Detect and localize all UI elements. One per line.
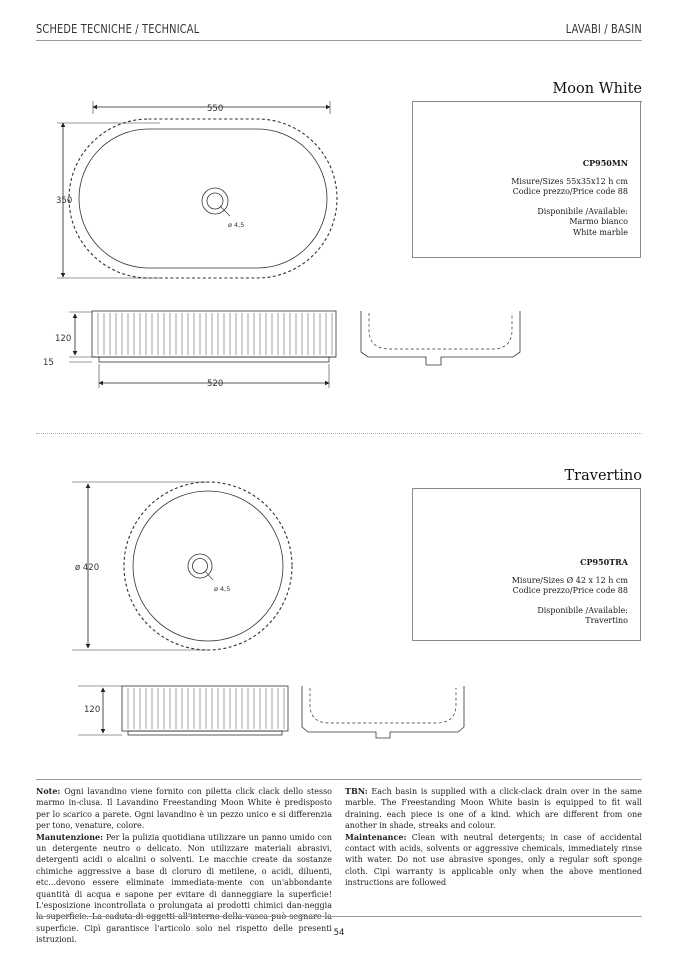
header-section-title: SCHEDE TECNICHE / TECHNICAL	[36, 22, 200, 36]
note-paragraph: TBN: Each basin is supplied with a click-clack drain over in the same marble. The Freestanding Moon White basin is equipped to fit wall draining. each piece is one of a kind. which are different from one another in shade, streaks and colour.	[345, 786, 642, 831]
dim-label: 350	[56, 196, 73, 206]
product-code: CP950MN	[582, 158, 628, 168]
travertino-side-view	[78, 686, 288, 735]
availability-item: White marble	[572, 227, 628, 237]
availability-label: Disponibile /Available:	[537, 605, 628, 615]
notes-english	[345, 786, 642, 889]
dim-label: 550	[207, 104, 224, 114]
availability-label: Disponibile /Available:	[537, 206, 628, 216]
travertino-top-view	[72, 482, 292, 650]
product-sizes: Misure/Sizes Ø 42 x 12 h cm	[511, 575, 628, 585]
dim-label: ø 420	[75, 563, 100, 573]
moon-white-top-view	[57, 101, 337, 278]
note-paragraph: Note: Ogni lavandino viene fornito con piletta click clack dello stesso marmo in-clusa. Il Lavandino Freestanding Moon White è predisposto per lo scarico a parete. Ogni lavandino è un pezzo unico e si differenzia per tono, venature, colore.	[36, 786, 332, 831]
product-price-code: Codice prezzo/Price code 88	[512, 187, 628, 196]
dim-label: 120	[84, 705, 101, 715]
availability-item: Travertino	[585, 616, 628, 625]
header-category: LAVABI / BASIN	[565, 22, 642, 36]
dim-label-drain: ø 4,5	[228, 221, 245, 229]
availability-item: Marmo bianco	[569, 217, 628, 226]
product-sizes: Misure/Sizes 55x35x12 h cm	[511, 176, 628, 186]
product-title-travertino: Travertino	[564, 468, 642, 484]
maintenance-paragraph: Manutenzione: Per la pulizia quotidiana utilizzare un panno umido con un detergente neutro o delicato. Non utilizzare materiali abrasivi, detergenti acidi o alcalini o solventi. Le macchie create da sostanze chimiche aggressive a base di cloruro di metilene, o acidi, diluenti, etc...devono essere eliminate immediata-mente con un'abbondante quantità di acqua e sapone per evitare di danneggiare la superficie! L'esposizione incontrollata o prolungata ai prodotti chimici dan-neggia la superficie. La caduta di oggetti all'interno della vasca può segnare la superficie. Cipì garantisce l'articolo solo nel rispetto delle presenti istruzioni.	[36, 831, 332, 945]
dim-label: 520	[207, 379, 224, 389]
dim-label-drain: ø 4,5	[214, 585, 231, 593]
travertino-section-view	[302, 686, 464, 738]
moon-white-section-view	[361, 311, 520, 365]
page-number: 54	[333, 928, 345, 938]
notes-rule-bottom	[36, 916, 642, 917]
product-title-moon-white: Moon White	[552, 81, 642, 97]
notes-italian	[36, 786, 332, 946]
product-price-code: Codice prezzo/Price code 88	[512, 586, 628, 595]
moon-white-side-view	[69, 311, 336, 388]
notes-rule-top	[36, 779, 642, 780]
product-code: CP950TRA	[580, 557, 628, 567]
dim-label: 15	[43, 358, 54, 368]
dim-label: 120	[55, 334, 72, 344]
maintenance-paragraph: Maintenance: Clean with neutral detergents; in case of accidental contact with acids, solvents or aggressive chemicals, immediately rinse with water. Do not use abrasive sponges, only a regular soft sponge cloth. Cipì warranty is applicable only when the above mentioned instructions are followed	[345, 831, 642, 888]
